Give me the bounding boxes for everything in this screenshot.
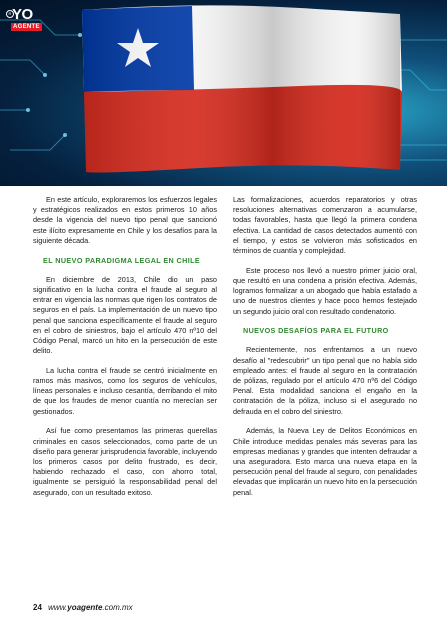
paragraph: Las formalizaciones, acuerdos reparatorios y otras resoluciones alternativas comenzaron a acumularse, todas favorables, hasta que llegó la primera condena efectiva. La cantidad de casos detectados aumentó con el tiempo, y estos se volvieron más sofisticados en términos de cuantía y complejidad. xyxy=(233,195,417,256)
left-column xyxy=(33,195,217,507)
registered-mark: R xyxy=(6,10,14,18)
website-link[interactable] xyxy=(48,603,132,612)
page-footer xyxy=(33,603,133,612)
hero-image xyxy=(0,0,447,186)
logo-agente: AGENTE xyxy=(13,24,40,30)
brand-logo xyxy=(6,6,40,36)
url-suffix: .com.mx xyxy=(102,603,133,612)
paragraph: Recientemente, nos enfrentamos a un nuevo desafío al "redescubrir" un tipo penal que no había sido empleado antes: el fraude al seguro en la contratación de pólizas, regulado por el artículo 470 nº6 del Código Penal. Esta modalidad sanciona el engaño en la contratación de la póliza, incluso si el asegurado no defrauda en el cobro del siniestro. xyxy=(233,345,417,416)
section-heading: NUEVOS DESAFÍOS PARA EL FUTURO xyxy=(243,326,389,336)
url-brand: yoagente xyxy=(67,603,103,612)
logo-yo: YO xyxy=(12,6,33,23)
paragraph: La lucha contra el fraude se centró inicialmente en ramos más masivos, como los seguros de vehículos, líneas personales e incluso cesantía, derribando el mito de que los fraudes de menor cuantía no merecían ser gestionados. xyxy=(33,365,217,416)
circuit-background xyxy=(0,0,447,186)
paragraph: Este proceso nos llevó a nuestro primer juicio oral, que resultó en una condena a prisión efectiva. Además, logramos formalizar a un abogado que había estafado a uno de nuestros clientes y hace poco hemos festejado un segundo juicio oral con resultado condenatorio. xyxy=(233,265,417,316)
url-prefix: www. xyxy=(48,603,68,612)
paragraph: Además, la Nueva Ley de Delitos Económicos en Chile introduce medidas penales más severas para las empresas medianas y grandes que intenten defraudar a una aseguradora. Esto marca una nueva etapa en la persecución penal del fraude al seguro, con penalidades elevadas que implicarán un nuevo hito en la persecución penal. xyxy=(233,426,417,497)
chile-flag xyxy=(82,5,402,172)
paragraph: Así fue como presentamos las primeras querellas criminales en casos seleccionados, como parte de un diseño para generar jurisprudencia favorable, incluyendo los primeros casos por delito frustrado, es decir, habiendo rechazado el caso, con ahorro total, igualmente se persiguió la responsabilidad penal del asegurado, con un resultado exitoso. xyxy=(33,426,217,497)
page-number: 24 xyxy=(33,603,42,612)
paragraph: En este artículo, exploraremos los esfuerzos legales y estratégicos realizados en estos primeros 10 años desde la vigencia del nuevo tipo penal que sancionó este ilícito expresamente en Chile y los desafíos para la siguiente década. xyxy=(33,195,217,245)
right-column xyxy=(233,195,417,507)
section-heading: EL NUEVO PARADIGMA LEGAL EN CHILE xyxy=(43,255,201,265)
paragraph: En diciembre de 2013, Chile dio un paso significativo en la lucha contra el fraude al seguro al entrar en vigencia las normas que rigen los contratos de seguros en el país. La implementación de un nuevo tipo penal que sanciona específicamente el fraude al seguro en el cobro de siniestros, bajo el artículo 470 nº10 del Código Penal, marcó un hito en la persecución de este delito. xyxy=(33,274,217,356)
